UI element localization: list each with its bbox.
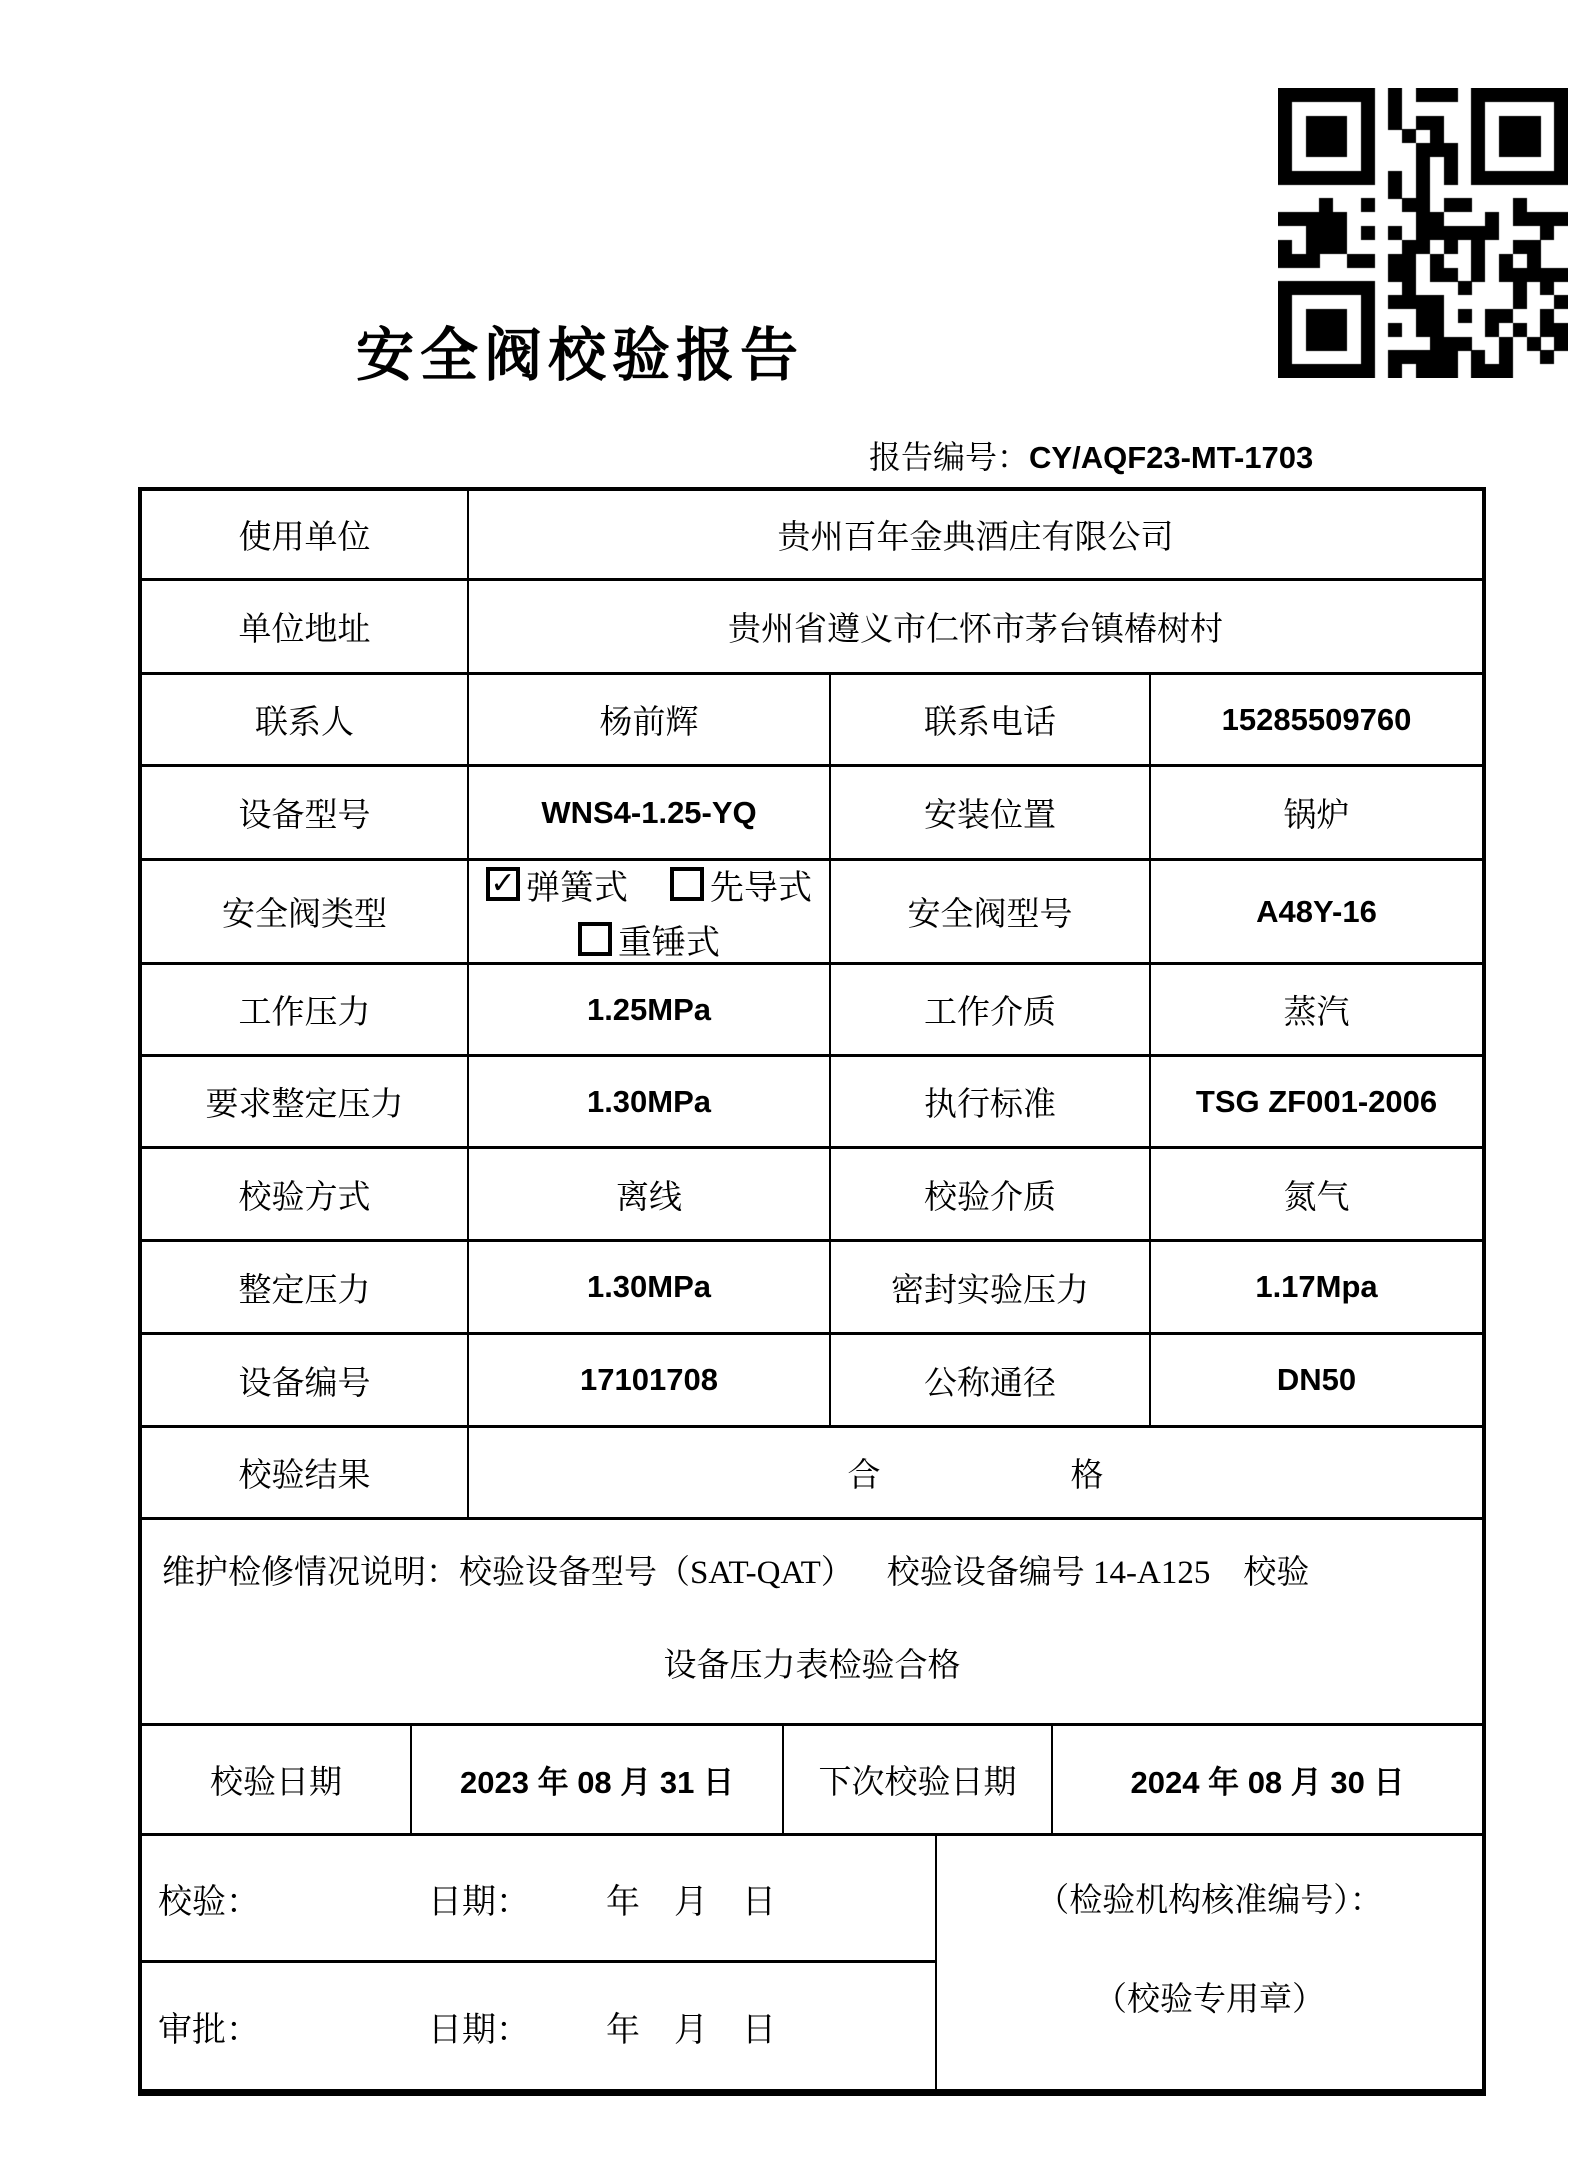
unit-addr-label: 单位地址 <box>142 581 469 675</box>
table-row <box>142 1428 1482 1520</box>
signature-block <box>142 1836 1482 2089</box>
cal-medium-value: 氮气 <box>1151 1149 1482 1242</box>
unit-addr-value: 贵州省遵义市仁怀市茅台镇椿树村 <box>469 581 1482 675</box>
report-number-line <box>869 432 1313 478</box>
seal-test-pressure-label: 密封实验压力 <box>831 1242 1151 1335</box>
device-no-value: 17101708 <box>469 1335 831 1428</box>
req-set-pressure-value: 1.30MPa <box>469 1057 831 1149</box>
next-cal-date-label: 下次校验日期 <box>784 1726 1053 1836</box>
work-pressure-label: 工作压力 <box>142 965 469 1057</box>
use-unit-label: 使用单位 <box>142 491 469 581</box>
table-row <box>142 1057 1482 1149</box>
qr-code <box>1278 88 1568 378</box>
install-pos-label: 安装位置 <box>831 767 1151 861</box>
signature-left-column <box>142 1836 937 2089</box>
result-label: 校验结果 <box>142 1428 469 1520</box>
table-row <box>142 1335 1482 1428</box>
valve-model-label: 安全阀型号 <box>831 861 1151 965</box>
set-pressure-label: 整定压力 <box>142 1242 469 1335</box>
phone-value: 15285509760 <box>1151 675 1482 767</box>
maintenance-note <box>142 1520 1482 1726</box>
contact-label: 联系人 <box>142 675 469 767</box>
table-row <box>142 861 1482 965</box>
seal-test-pressure-value: 1.17Mpa <box>1151 1242 1482 1335</box>
report-number-value: CY/AQF23-MT-1703 <box>1029 440 1314 475</box>
work-medium-value: 蒸汽 <box>1151 965 1482 1057</box>
cal-medium-label: 校验介质 <box>831 1149 1151 1242</box>
valve-type-options <box>469 861 831 965</box>
standard-value: TSG ZF001-2006 <box>1151 1057 1482 1149</box>
signature-row-calibration <box>142 1836 935 1963</box>
nominal-diameter-label: 公称通径 <box>831 1335 1151 1428</box>
sign-cal-label: 校验： <box>158 1883 260 1921</box>
standard-label: 执行标准 <box>831 1057 1151 1149</box>
install-pos-value: 锅炉 <box>1151 767 1482 861</box>
device-no-label: 设备编号 <box>142 1335 469 1428</box>
table-row <box>142 767 1482 861</box>
maintenance-line2: 设备压力表检验合格 <box>663 1648 961 1684</box>
report-number-label: 报告编号： <box>869 439 1030 475</box>
sign-cal-date-label: 日期： <box>428 1883 530 1921</box>
valve-type-option-hammer: 重锤式 <box>618 924 720 962</box>
maintenance-line1: 维护检修情况说明：校验设备型号（SAT-QAT） 校验设备编号 14-A125 校验 <box>162 1555 1310 1591</box>
org-approval-number-note: （检验机构核准编号）： <box>1036 1883 1383 1919</box>
calibration-stamp-note: （校验专用章） <box>1094 1982 1325 2018</box>
table-row <box>142 675 1482 767</box>
contact-value: 杨前辉 <box>469 675 831 767</box>
valve-type-option-spring: 弹簧式 <box>526 869 628 907</box>
nominal-diameter-value: DN50 <box>1151 1335 1482 1428</box>
phone-label: 联系电话 <box>831 675 1151 767</box>
table-row <box>142 491 1482 581</box>
cal-method-value: 离线 <box>469 1149 831 1242</box>
sign-cal-ymd: 年 月 日 <box>606 1883 776 1921</box>
table-row <box>142 581 1482 675</box>
cal-method-label: 校验方式 <box>142 1149 469 1242</box>
work-medium-label: 工作介质 <box>831 965 1151 1057</box>
result-value <box>469 1428 1482 1520</box>
work-pressure-value: 1.25MPa <box>469 965 831 1057</box>
cal-date-label: 校验日期 <box>142 1726 412 1836</box>
checkbox-checked-icon: ✓ <box>486 867 520 901</box>
sign-approve-ymd: 年 月 日 <box>606 2011 776 2049</box>
valve-type-line1 <box>486 860 812 909</box>
signature-row-approval <box>142 1963 935 2089</box>
valve-model-value: A48Y-16 <box>1151 861 1482 965</box>
sign-approve-label: 审批： <box>158 2011 260 2049</box>
table-row <box>142 1242 1482 1335</box>
table-row <box>142 1149 1482 1242</box>
valve-type-label: 安全阀类型 <box>142 861 469 965</box>
report-table <box>138 487 1486 2096</box>
checkbox-empty-icon <box>670 867 704 901</box>
table-row <box>142 1726 1482 1836</box>
cal-date-value: 2023 年 08 月 31 日 <box>412 1726 784 1836</box>
set-pressure-value: 1.30MPa <box>469 1242 831 1335</box>
org-stamp-cell <box>937 1836 1482 2089</box>
device-model-value: WNS4-1.25-YQ <box>469 767 831 861</box>
page-title: 安全阀校验报告 <box>355 323 804 388</box>
result-char-right: 格 <box>1070 1458 1104 1494</box>
next-cal-date-value: 2024 年 08 月 30 日 <box>1053 1726 1482 1836</box>
table-row <box>142 965 1482 1057</box>
valve-type-line2 <box>578 915 720 964</box>
valve-type-option-pilot: 先导式 <box>710 869 812 907</box>
checkbox-empty-icon <box>578 922 612 956</box>
result-char-left: 合 <box>847 1458 881 1494</box>
sign-approve-date-label: 日期： <box>428 2011 530 2049</box>
device-model-label: 设备型号 <box>142 767 469 861</box>
use-unit-value: 贵州百年金典酒庄有限公司 <box>469 491 1482 581</box>
req-set-pressure-label: 要求整定压力 <box>142 1057 469 1149</box>
